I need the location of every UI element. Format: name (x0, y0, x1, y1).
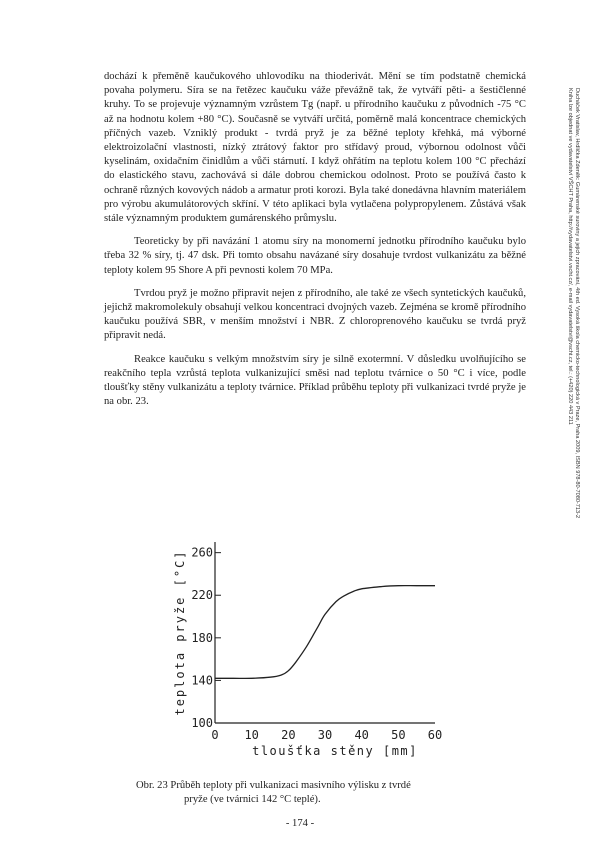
y-tick-label: 180 (191, 630, 213, 645)
x-tick-label: 0 (211, 728, 219, 742)
y-tick-label: 220 (191, 588, 213, 603)
figure-caption (136, 779, 526, 807)
figure-23 (170, 530, 460, 758)
y-axis-label: teplota pryže [°C] (173, 549, 187, 716)
temperature-chart (170, 530, 460, 758)
x-tick-label: 30 (317, 728, 333, 742)
series-line (215, 586, 435, 679)
caption-line-1: Obr. 23 Průběh teploty při vulkanizaci masivního výlisku z tvrdé (136, 780, 411, 791)
paragraph-3: Tvrdou pryž je možno připravit nejen z přírodního, ale také ze všech syntetických kaučuků, jejichž makromolekuly obsahují velkou koncentraci dvojných vazeb. Zejména se kromě přírodního kaučuku používá SBR, v menším množství i NBR. Z chloroprenového kaučuku se tvrdá pryž připravit nedá. (104, 287, 526, 342)
side-citation-line-1: Ducháček Vratislav, Hrdlička Zdeněk: Gumárenské suroviny a jejich zpracování, 4th ed. Vysoká škola chemicko-technologická v Praze, Praha 2009, ISBN 978-80-7080-713-2 (574, 88, 580, 519)
side-citation-line-2: Kniha lze objednat ve vydavatelství VŠCHT Praha, http://vydavatelstvi.vscht.cz/, e-mail vydavatelstvi@vscht.cz, tel.: (+420) 220 443 211 (567, 88, 573, 425)
y-tick-label: 100 (191, 716, 213, 730)
paragraph-2: Teoreticky by při navázání 1 atomu síry na monomerní jednotku přírodního kaučuku bylo třeba 32 % síry, tj. 47 dsk. Při tomto obsahu navázané síry dosahuje tvrdost vulkanizátu za běžné teploty kolem 95 Shore A při pevnosti kolem 70 MPa. (104, 236, 526, 276)
body-text (104, 70, 526, 418)
side-citation (568, 88, 582, 788)
y-tick-label: 260 (191, 545, 213, 560)
paragraph-4: Reakce kaučuku s velkým množstvím síry je silně exotermní. V důsledku uvolňujícího se reakčního tepla vzrůstá teplota vulkanizující směsi nad teplotu tvárnice o 50 °C i více, podle tloušťky stěny vulkanizátu a teploty tvárnice. Příklad průběhu teploty při vulkanizaci tvrdé pryže je na obr. 23. (104, 353, 526, 408)
x-tick-label: 20 (281, 728, 296, 742)
caption-line-2: pryže (ve tvárnici 142 °C teplé). (184, 794, 321, 805)
x-tick-label: 60 (427, 728, 443, 742)
y-tick-label: 140 (191, 673, 213, 688)
page-number: - 174 - (285, 818, 315, 829)
x-axis-label: tloušťka stěny [mm] (252, 744, 418, 758)
x-tick-label: 10 (244, 728, 259, 742)
x-tick-label: 40 (354, 728, 369, 742)
x-tick-label: 50 (391, 728, 406, 742)
paragraph-1: dochází k přeměně kaučukového uhlovodíku na thioderivát. Mění se tím podstatně chemická povaha polymeru. Síra se na řetězec kaučuku váže převážně tak, že vytváří pěti- a šestičlenné kruhy. To se projevuje významným vzrůstem Tg (např. u přírodního kaučuku z původních -75 °C až na hodnotu kolem +80 °C). Současně se vytváří určitá, poměrně malá koncentrace chemických příčných vazeb. Vzniklý produkt - tvrdá pryž je za běžné teploty křehká, má výborné elektroizolační vlastnosti, nízký ztrátový faktor pro střídavý proud, výbornou odolnost vůči kyselinám, oxidačním činidlům a vůči stárnutí. I když ohřátím na teplotu kolem 100 °C přechází do elastického stavu, zachovává si dále dobrou chemickou odolnost. Proto se používá často k ochraně různých kovových nádob a armatur proti korozi. Byla také donedávna hlavním materiálem pro výrobu akumulátorových skříní. V této aplikaci byla vytlačena polypropylenem. Zůstává však stále významným produktem gumárenského průmyslu. (104, 71, 526, 225)
